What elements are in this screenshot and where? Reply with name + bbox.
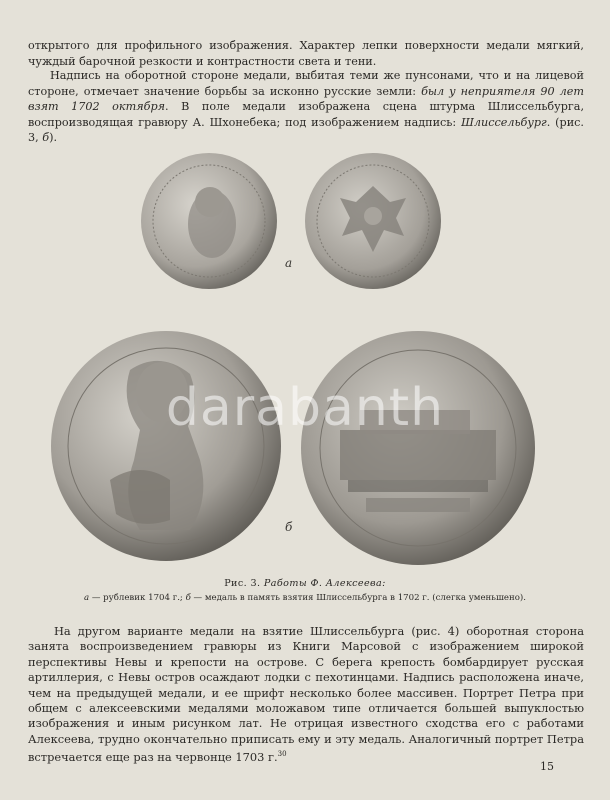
figure-label-b: б <box>285 520 293 534</box>
caption-prefix: Рис. 3. <box>224 578 261 589</box>
paragraph-2 <box>28 68 584 146</box>
medal-obverse-image <box>50 330 282 562</box>
page-number: 15 <box>540 760 554 773</box>
paragraph-3-text: На другом варианте медали на взятие Шлиссельбурга (рис. 4) оборотная сторона занята воспроизведением гравюры из Книги Марсовой с изображением широкой перспективы Невы и крепости на острове. С берега крепость бомбардирует русская артиллерия, с Невы остров осаждают лодки с пехотинцами. Надпись расположена иначе, чем на предыдущей медали, и ее шрифт несколько более массивен. Портрет Петра при общем с алексеевскими медалями моложавом типе отличается большей выпуклостью изображения и иным рисунком лат. Не отрицая известного сходства его с работами Алексеева, трудно окончательно приписать ему и эту медаль. Аналогичный портрет Петра встречается еще раз на червонце 1703 г. <box>28 624 584 765</box>
ruble-1704-reverse-image <box>304 152 442 290</box>
paragraph-2-text-after: . (рис. 3, <box>28 115 584 145</box>
caption-a-text: — рублевик 1704 г.; <box>89 593 186 603</box>
paragraph-1-text: открытого для профильного изображения. Характер лепки поверхности медали мягкий, чуждый барочной резкости и контрастности света и тени. <box>28 39 584 68</box>
figure-label-a: а <box>285 256 293 270</box>
ruble-1704-obverse-image <box>140 152 278 290</box>
figure-caption-text <box>0 593 610 603</box>
footnote-marker: 30 <box>277 750 287 759</box>
figure-caption-title <box>0 578 610 589</box>
paragraph-2-text-end: ). <box>49 131 57 145</box>
medal-reverse-image <box>300 330 536 566</box>
caption-letter-a: а <box>83 593 90 603</box>
paragraph-2-text-before: Надпись на оборотной стороне медали, выбитая теми же пунсонами, что и на лицевой стороне, отмечает значение борьбы за исконно русские земли: <box>28 69 584 98</box>
paragraph-2-text-middle: . В поле медали изображена сцена штурма Шлиссельбурга, воспроизводящая гравюру А. Шхонебека; под изображением надпись: <box>28 100 584 129</box>
paragraph-1 <box>28 38 584 69</box>
caption-title-italic: Работы Ф. Алексеева: <box>263 578 386 589</box>
paragraph-3 <box>28 624 584 765</box>
caption-letter-b: б <box>185 593 191 603</box>
inscription-word: Шлиссельбург <box>461 115 547 129</box>
figure-ref-letter: б <box>42 131 50 145</box>
inscription-quote: был у неприятеля 90 лет взят 1702 октября <box>28 84 584 114</box>
watermark: darabanth <box>165 378 445 438</box>
caption-b-text: — медаль в память взятия Шлиссельбурга в 1702 г. (слегка уменьшено). <box>190 593 527 603</box>
